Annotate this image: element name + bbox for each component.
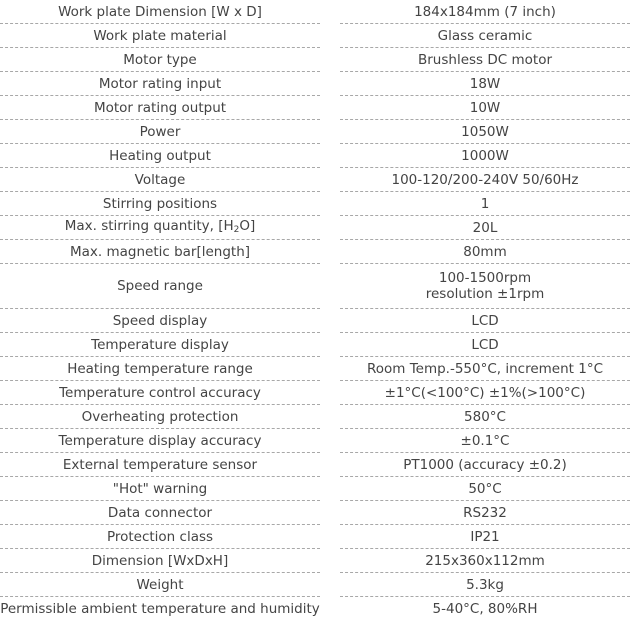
spec-row-heating-output [0, 144, 630, 168]
spec-value: 18W [340, 72, 630, 96]
spec-name: "Hot" warning [0, 477, 320, 501]
spec-value: Glass ceramic [340, 24, 630, 48]
spec-value: RS232 [340, 501, 630, 525]
spec-name: Temperature control accuracy [0, 381, 320, 405]
spec-name: Protection class [0, 525, 320, 549]
spec-row-ambient [0, 597, 630, 620]
spec-row-overheating-protection [0, 405, 630, 429]
spec-value: 50°C [340, 477, 630, 501]
spec-row-speed-range [0, 264, 630, 309]
spec-row-heating-range [0, 357, 630, 381]
spec-name: Overheating protection [0, 405, 320, 429]
spec-row-dimension [0, 549, 630, 573]
spec-name: Data connector [0, 501, 320, 525]
spec-row-stirring-quantity [0, 216, 630, 240]
spec-value: 580°C [340, 405, 630, 429]
spec-row-hot-warning [0, 477, 630, 501]
spec-name: Work plate Dimension [W x D] [0, 0, 320, 24]
spec-value: ±1°C(<100°C) ±1%(>100°C) [340, 381, 630, 405]
spec-name: Temperature display [0, 333, 320, 357]
spec-name: Speed display [0, 309, 320, 333]
spec-row-motor-output [0, 96, 630, 120]
spec-value: 5-40°C, 80%RH [432, 600, 538, 617]
spec-name: Stirring positions [0, 192, 320, 216]
spec-name: Speed range [0, 264, 320, 309]
spec-row-control-accuracy [0, 381, 630, 405]
spec-row-temperature-display [0, 333, 630, 357]
spec-name: Permissible ambient temperature and humidity [0, 600, 320, 617]
spec-row-speed-display [0, 309, 630, 333]
spec-value: 100-120/200-240V 50/60Hz [340, 168, 630, 192]
spec-row-protection-class [0, 525, 630, 549]
spec-name: Work plate material [0, 24, 320, 48]
spec-value: 100-1500rpm resolution ±1rpm [340, 264, 630, 309]
spec-name: External temperature sensor [0, 453, 320, 477]
spec-row-plate-material [0, 24, 630, 48]
spec-value: 1 [340, 192, 630, 216]
spec-name: Motor rating input [0, 72, 320, 96]
spec-value: PT1000 (accuracy ±0.2) [340, 453, 630, 477]
spec-name: Max. stirring quantity, $[H_2O]$ [0, 216, 320, 240]
spec-value: 5.3kg [340, 573, 630, 597]
spec-name: Voltage [0, 168, 320, 192]
spec-value: Brushless DC motor [340, 48, 630, 72]
spec-value: 80mm [340, 240, 630, 264]
spec-row-external-sensor [0, 453, 630, 477]
spec-row-data-connector [0, 501, 630, 525]
spec-value: 10W [340, 96, 630, 120]
subscript: 2 [233, 224, 240, 235]
spec-name: Dimension [WxDxH] [0, 549, 320, 573]
spec-row-display-accuracy [0, 429, 630, 453]
spec-name: Power [0, 120, 320, 144]
spec-name: Heating output [0, 144, 320, 168]
spec-value: 184x184mm (7 inch) [340, 0, 630, 24]
spec-row-plate-dimension [0, 0, 630, 24]
spec-row-power [0, 120, 630, 144]
spec-name: Motor rating output [0, 96, 320, 120]
spec-value: 1000W [340, 144, 630, 168]
spec-row-magnetic-bar [0, 240, 630, 264]
spec-value: 20L [340, 216, 630, 240]
spec-value: Room Temp.-550°C, increment 1°C [340, 357, 630, 381]
spec-name: Heating temperature range [0, 357, 320, 381]
spec-row-stirring-positions [0, 192, 630, 216]
spec-row-motor-type [0, 48, 630, 72]
spec-row-voltage [0, 168, 630, 192]
spec-value: IP21 [340, 525, 630, 549]
spec-value: LCD [340, 333, 630, 357]
spec-value: ±0.1°C [340, 429, 630, 453]
spec-name: Max. magnetic bar[length] [0, 240, 320, 264]
spec-name: Weight [0, 573, 320, 597]
spec-row-weight [0, 573, 630, 597]
spec-value: 215x360x112mm [340, 549, 630, 573]
spec-value: LCD [340, 309, 630, 333]
spec-value: 1050W [340, 120, 630, 144]
spec-name: Motor type [0, 48, 320, 72]
spec-name: Temperature display accuracy [0, 429, 320, 453]
spec-row-motor-input [0, 72, 630, 96]
